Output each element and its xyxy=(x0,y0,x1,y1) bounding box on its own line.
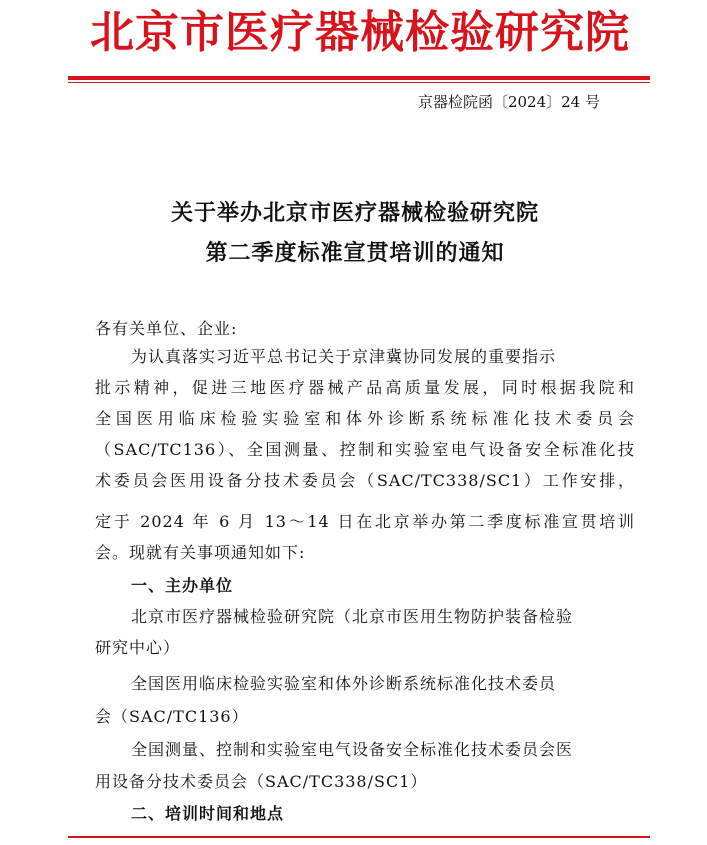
section-heading-time-place: 二、培训时间和地点 xyxy=(131,804,285,823)
document-title-line1: 关于举办北京市医疗器械检验研究院 xyxy=(170,201,539,226)
section-heading-organizers: 一、主办单位 xyxy=(131,576,234,595)
salutation: 各有关单位、企业: xyxy=(95,319,238,338)
paragraph-line: 定于 2024 年 6 月 13～14 日在北京举办第二季度标准宣贯培训 xyxy=(95,512,635,531)
paragraph-line: 全国医用临床检验实验室和体外诊断系统标准化技术委员会 xyxy=(95,409,635,428)
organizer-line: 研究中心） xyxy=(95,638,181,657)
document-number: 京器检院函〔2024〕24 号 xyxy=(417,93,600,111)
organizer-line: 用设备分技术委员会（SAC/TC338/SC1） xyxy=(95,772,428,791)
paragraph-line: （SAC/TC136）、全国测量、控制和实验室电气设备安全标准化技 xyxy=(95,440,635,459)
organizer-line: 北京市医疗器械检验研究院（北京市医用生物防护装备检验 xyxy=(131,607,574,626)
organizer-line: 会（SAC/TC136） xyxy=(95,707,249,726)
letterhead-rule-thin xyxy=(68,82,650,83)
institution-letterhead: 北京市医疗器械检验研究院 xyxy=(90,7,630,58)
paragraph-line: 为认真落实习近平总书记关于京津冀协同发展的重要指示 xyxy=(131,347,557,366)
organizer-line: 全国医用临床检验实验室和体外诊断系统标准化技术委员 xyxy=(131,674,557,693)
paragraph-line: 术委员会医用设备分技术委员会（SAC/TC338/SC1）工作安排， xyxy=(95,471,635,490)
footer-rule xyxy=(68,836,650,838)
letterhead-rule-thick xyxy=(68,76,650,80)
paragraph-line: 会。现就有关事项通知如下: xyxy=(95,543,306,562)
paragraph-line: 批示精神，促进三地医疗器械产品高质量发展，同时根据我院和 xyxy=(95,378,635,397)
document-title-line2: 第二季度标准宣贯培训的通知 xyxy=(205,241,505,266)
organizer-line: 全国测量、控制和实验室电气设备安全标准化技术委员会医 xyxy=(131,740,574,759)
